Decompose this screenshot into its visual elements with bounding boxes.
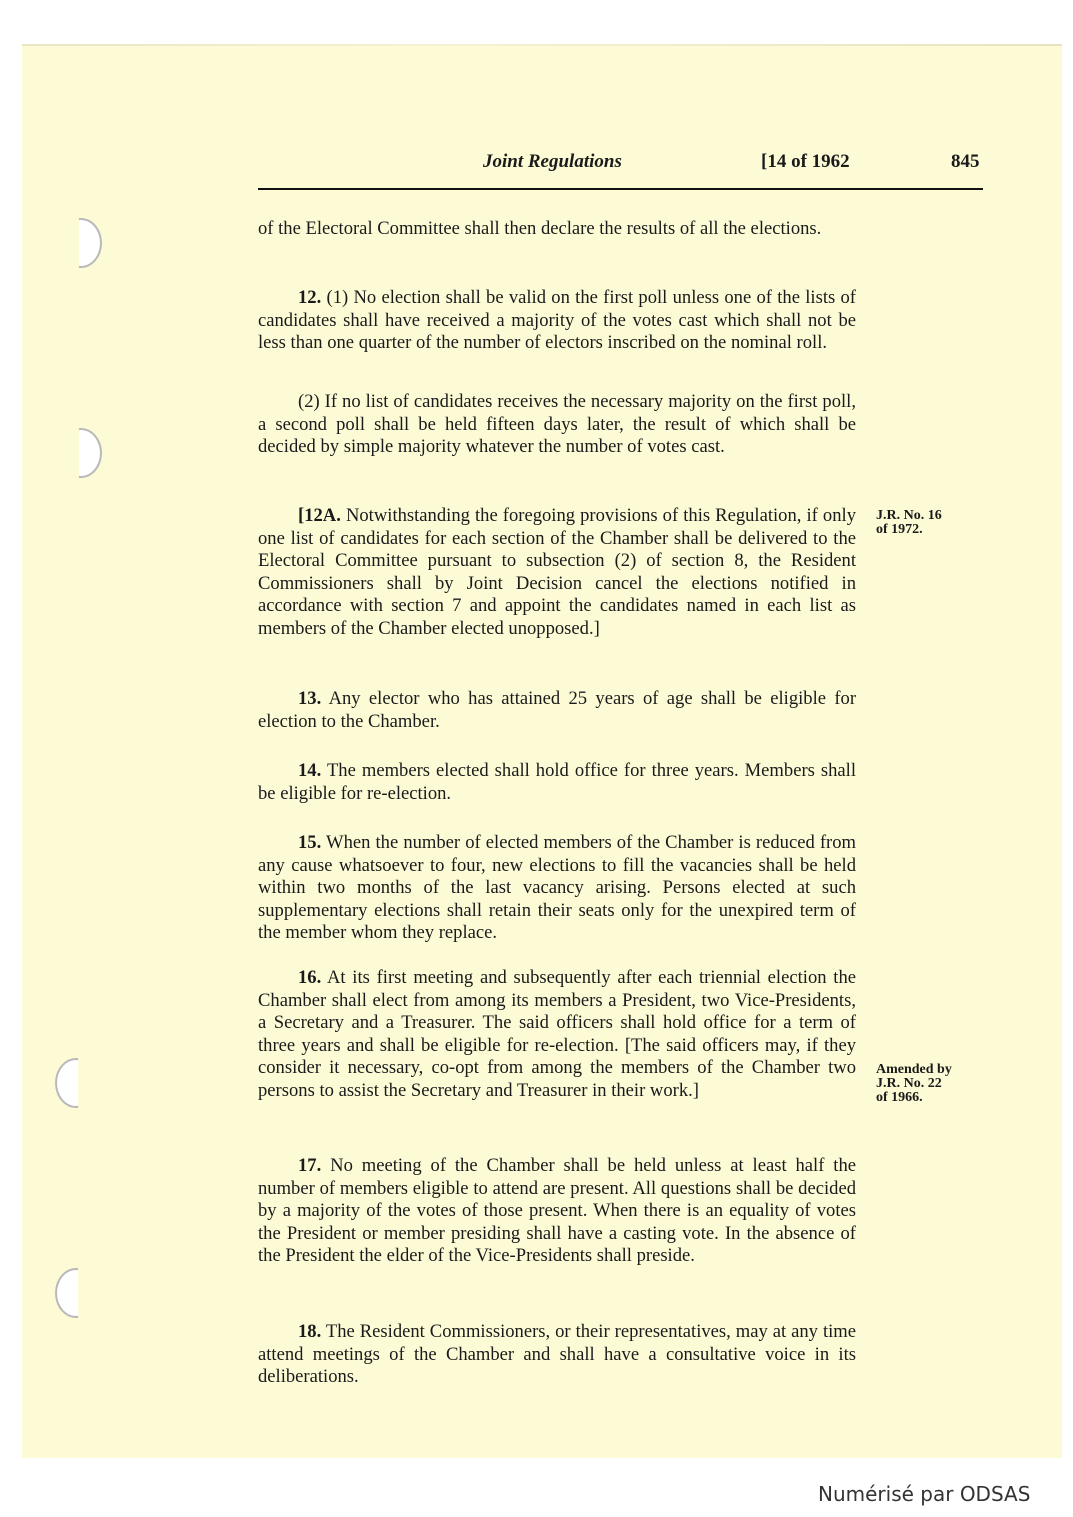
paragraph-text <box>258 688 856 733</box>
section-16 <box>258 967 856 1102</box>
section-text: When the number of elected members of the Chamber is reduced from any cause whatsoever to four, new elections to fill the vacancies shall be held within two months of the last vacancy arising. Persons elected at such supplementary elections shall retain their seats only for the unexpired term of the member whom they replace. <box>258 832 857 943</box>
section-number: 12. <box>298 287 322 308</box>
section-text: Any elector who has attained 25 years of age shall be eligible for election to the Chamber. <box>258 688 857 732</box>
margin-note-16: Amended by J.R. No. 22 of 1966. <box>876 1062 952 1105</box>
paragraph-text <box>258 1321 856 1389</box>
section-18 <box>258 1321 856 1389</box>
subsection-text: (1) No election shall be valid on the first poll unless one of the lists of candidates shall have received a majority of the votes cast which shall not be less than one quarter of the number of electors inscribed on the nominal roll. <box>258 287 856 353</box>
section-12-subsection-2 <box>258 391 856 459</box>
paragraph-text: (2) If no list of candidates receives the necessary majority on the first poll, a second poll shall be held fifteen days later, the result of which shall be decided by simple majority whatever the number of votes cast. <box>258 391 856 457</box>
section-12 <box>258 287 856 355</box>
paragraph-text <box>258 760 856 805</box>
running-title: Joint Regulations <box>483 151 622 172</box>
section-text: Notwithstanding the foregoing provisions of this Regulation, if only one list of candidates for each section of the Chamber shall be delivered to the Electoral Committee pursuant to subsection (2) of section 8, the Resident Commissioners shall by Joint Decision cancel the elections notified in accordance with section 7 and appoint the candidates named in each list as members of the Chamber elected unopposed.] <box>258 505 856 639</box>
paragraph-text <box>258 1155 856 1268</box>
paragraph-text <box>258 287 856 355</box>
page-number: 845 <box>951 151 980 172</box>
paragraph-text <box>258 967 856 1102</box>
header-rule <box>258 188 983 190</box>
section-number: 14. <box>298 760 322 781</box>
section-12a <box>258 505 856 640</box>
section-number: 16. <box>298 967 322 988</box>
section-14 <box>258 760 856 805</box>
section-text: At its first meeting and subsequently after each triennial election the Chamber shall elect from among its members a President, two Vice-Presidents, a Secretary and a Treasurer. The said officers shall hold office for a term of three years and shall be eligible for re-election. [The said officers may, if they consider it necessary, co-opt from among the members of the Chamber two persons to assist the Secretary and Treasurer in their work.] <box>258 967 856 1101</box>
section-13 <box>258 688 856 733</box>
section-number: [12A. <box>298 505 341 526</box>
section-number: 18. <box>298 1321 322 1342</box>
section-number: 13. <box>298 688 322 709</box>
act-reference: [14 of 1962 <box>761 151 850 172</box>
section-number: 15. <box>298 832 322 853</box>
section-text: No meeting of the Chamber shall be held unless at least half the number of members eligible to attend are present. All questions shall be decided by a majority of the votes of those present. When there is an equality of votes the President or member presiding shall have a casting vote. In the absence of the President the elder of the Vice-Presidents shall preside. <box>258 1155 856 1266</box>
paragraph-text <box>258 505 856 640</box>
section-number: 17. <box>298 1155 322 1176</box>
margin-note-12a: J.R. No. 16 of 1972. <box>876 508 942 537</box>
section-text: The Resident Commissioners, or their representatives, may at any time attend meetings of the Chamber and shall have a consultative voice in its deliberations. <box>258 1321 856 1387</box>
paragraph-text: of the Electoral Committee shall then declare the results of all the elections. <box>258 218 822 239</box>
section-17 <box>258 1155 856 1268</box>
section-text: The members elected shall hold office for three years. Members shall be eligible for re-election. <box>258 760 857 804</box>
section-11-continuation <box>258 218 856 241</box>
paragraph-text <box>258 832 856 945</box>
digitization-watermark: Numérisé par ODSAS <box>818 1482 1031 1506</box>
section-15 <box>258 832 856 945</box>
